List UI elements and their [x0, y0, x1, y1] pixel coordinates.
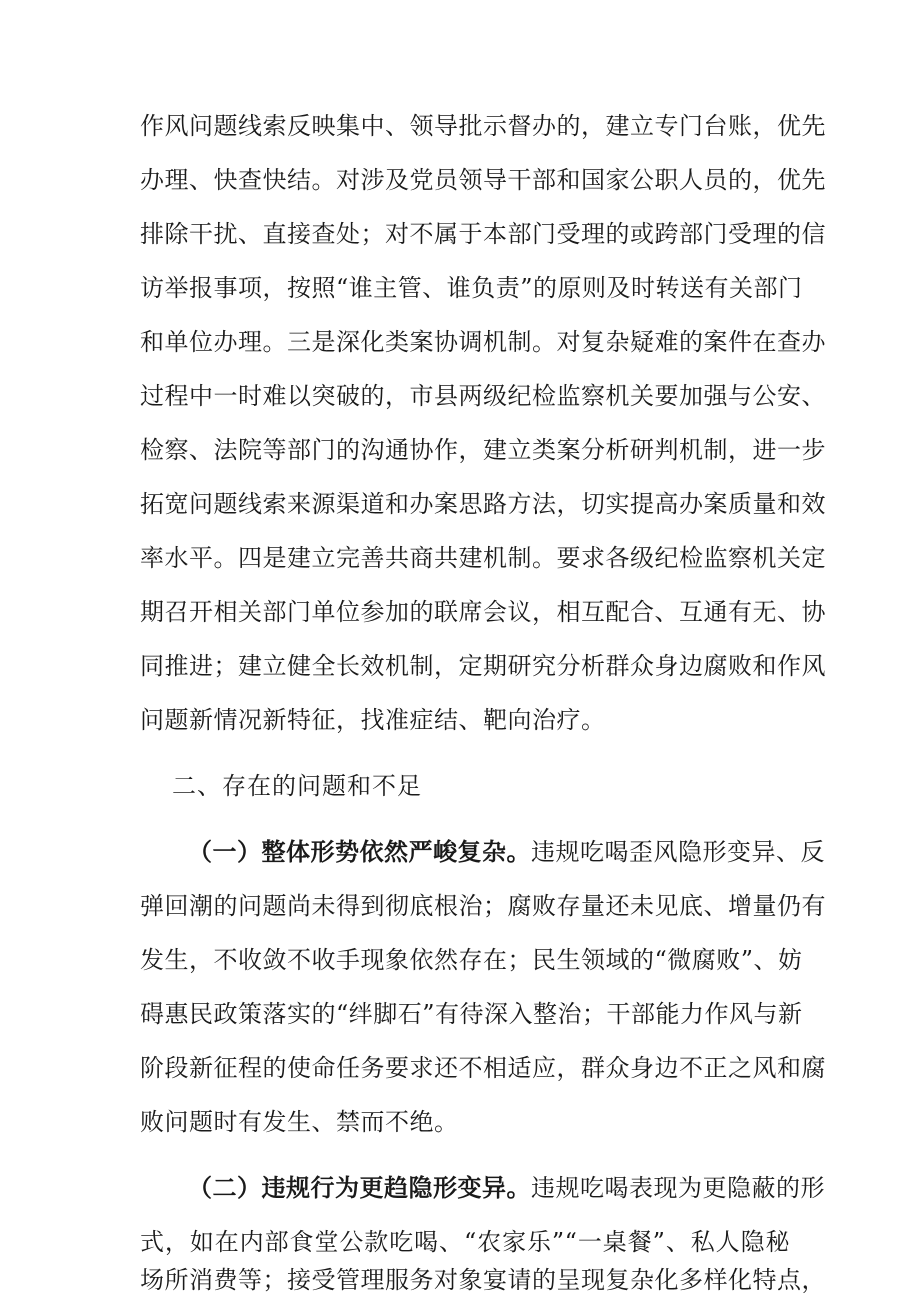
- body-line: 率水平。四是建立完善共商共建机制。要求各级纪检监察机关定: [140, 544, 826, 572]
- body-line: 访举报事项，按照“谁主管、谁负责”的原则及时转送有关部门: [140, 274, 803, 302]
- body-line: 作风问题线索反映集中、领导批示督办的，建立专门台账，优先: [140, 112, 826, 140]
- body-line: 拓宽问题线索来源渠道和办案思路方法，切实提高办案质量和效: [140, 490, 826, 518]
- item-text: 违规吃喝表现为更隐蔽的形: [531, 1174, 825, 1202]
- body-line: 碍惠民政策落实的“绊脚石”有待深入整治；干部能力作风与新: [140, 1000, 803, 1028]
- body-line: 期召开相关部门单位参加的联席会议，相互配合、互通有无、协: [140, 598, 826, 626]
- body-line: 式，如在内部食堂公款吃喝、“农家乐”“一桌餐”、私人隐秘: [140, 1228, 790, 1256]
- item-text: 违规吃喝歪风隐形变异、反: [531, 838, 825, 866]
- body-line: 发生，不收敛不收手现象依然存在；民生领域的“微腐败”、妨: [140, 946, 803, 974]
- item-title: （二）违规行为更趋隐形变异。: [188, 1174, 531, 1202]
- item-title: （一）整体形势依然严峻复杂。: [188, 838, 531, 866]
- item-first-line: [188, 1168, 825, 1208]
- body-line: 过程中一时难以突破的，市县两级纪检监察机关要加强与公安、: [140, 382, 826, 410]
- body-line: 检察、法院等部门的沟通协作，建立类案分析研判机制，进一步: [140, 436, 826, 464]
- body-line: 阶段新征程的使命任务要求还不相适应，群众身边不正之风和腐: [140, 1054, 826, 1082]
- body-line: 败问题时有发生、禁而不绝。: [140, 1108, 459, 1136]
- item-first-line: [188, 832, 825, 872]
- body-line: 排除干扰、直接查处；对不属于本部门受理的或跨部门受理的信: [140, 220, 826, 248]
- body-line: 办理、快查快结。对涉及党员领导干部和国家公职人员的，优先: [140, 166, 826, 194]
- body-line: 和单位办理。三是深化类案协调机制。对复杂疑难的案件在查办: [140, 328, 826, 356]
- section-heading: 二、存在的问题和不足: [172, 772, 422, 800]
- body-line: 场所消费等；接受管理服务对象宴请的呈现复杂化多样化特点，: [140, 1266, 826, 1294]
- body-line: 问题新情况新特征，找准症结、靶向治疗。: [140, 706, 606, 734]
- body-line: 同推进；建立健全长效机制，定期研究分析群众身边腐败和作风: [140, 652, 826, 680]
- body-line: 弹回潮的问题尚未得到彻底根治；腐败存量还未见底、增量仍有: [140, 892, 826, 920]
